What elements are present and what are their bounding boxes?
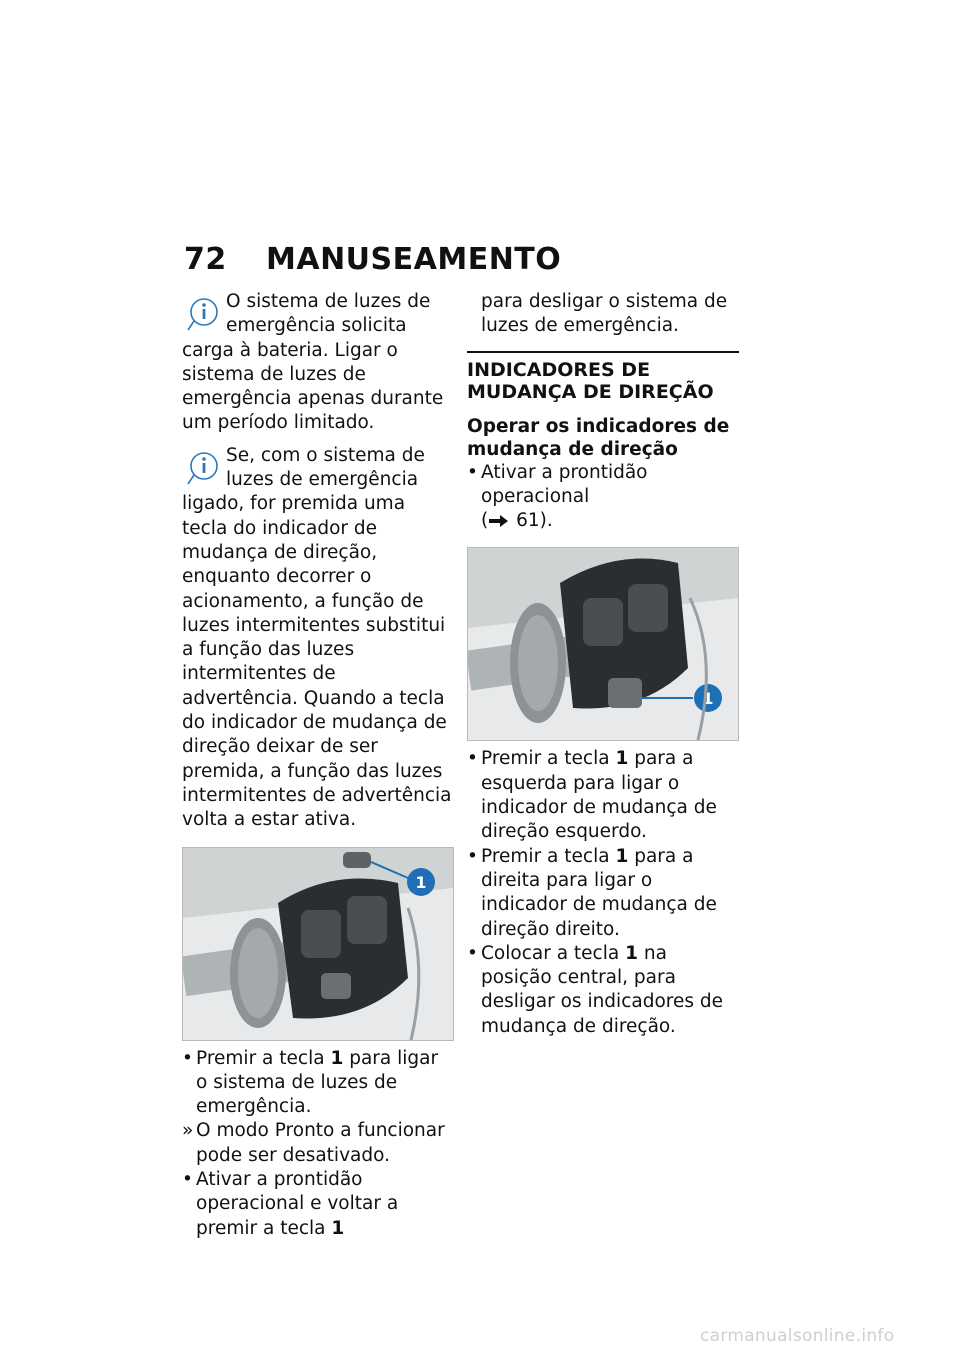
key-ref: 1 <box>625 942 638 964</box>
figure-callout: 1 <box>415 872 427 892</box>
step-text: na posição central, para desligar os indicadores de mudança de direção. <box>481 942 723 1037</box>
ready-step <box>467 461 739 534</box>
key-ref: 1 <box>331 1217 345 1239</box>
list-item <box>467 845 739 942</box>
note-text: O sistema de luzes de emergência solicita carga à bateria. Ligar o sistema de luzes de emergência apenas durante um período limitado. <box>182 291 444 434</box>
step-text: Premir a tecla <box>481 748 610 770</box>
bullet: • <box>182 1169 193 1191</box>
bullet: • <box>467 461 478 483</box>
list-item <box>467 747 739 844</box>
result-marker: » <box>182 1120 194 1142</box>
info-icon <box>182 448 220 488</box>
step-text: Ativar a prontidão operacional <box>481 461 648 507</box>
page-header <box>184 242 561 277</box>
figure-callout: 1 <box>702 689 714 709</box>
watermark[interactable]: carmanualsonline.info <box>700 1326 895 1346</box>
handlebar-switch-photo-turn-signal <box>467 547 739 741</box>
bullet: • <box>467 748 478 770</box>
left-steps <box>182 1047 452 1241</box>
info-note-turn-signal <box>182 444 452 833</box>
right-column <box>467 290 739 1039</box>
page-number: 72 <box>184 242 227 277</box>
left-column <box>182 290 452 1241</box>
page-reference: 61). <box>516 510 553 532</box>
list-item <box>182 1119 452 1168</box>
info-note-battery <box>182 290 452 436</box>
ref-open: ( <box>481 510 489 532</box>
list-item <box>182 1168 452 1241</box>
key-ref: 1 <box>615 845 629 867</box>
step-text: Premir a tecla <box>481 845 610 867</box>
page-reference-arrow-icon <box>488 514 510 528</box>
continuation-text: para desligar o sistema de luzes de emergência. <box>481 291 728 337</box>
step-text: para a direita para ligar o indicador de mudança de direção direito. <box>481 845 717 940</box>
step-text: Colocar a tecla <box>481 942 620 964</box>
result-text: O modo Pronto a funcionar pode ser desativado. <box>196 1120 445 1166</box>
bullet: • <box>467 845 478 867</box>
list-item <box>182 1047 452 1120</box>
bullet: • <box>182 1047 193 1069</box>
turn-signal-steps <box>467 747 739 1039</box>
key-ref: 1 <box>330 1047 344 1069</box>
step-text: Premir a tecla <box>196 1047 325 1069</box>
page-title: MANUSEAMENTO <box>266 242 562 277</box>
section-heading: INDICADORES DE MUDANÇA DE DIREÇÃO <box>467 351 739 403</box>
info-icon <box>182 294 220 334</box>
bullet: • <box>467 942 478 964</box>
list-item <box>467 942 739 1039</box>
key-ref: 1 <box>615 748 629 770</box>
handlebar-switch-photo-hazard <box>182 847 454 1041</box>
step-text: para ligar o sistema de luzes de emergência. <box>196 1047 439 1118</box>
step-text: Ativar a prontidão operacional e voltar a premir a tecla <box>196 1169 399 1239</box>
step-text: para a esquerda para ligar o indicador de mudança de direção esquerdo. <box>481 748 717 843</box>
subheading: Operar os indicadores de mudança de direção <box>467 415 730 460</box>
list-item <box>467 461 739 534</box>
note-text: Se, com o sistema de luzes de emergência ligado, for premida uma tecla do indicador de mudança de direção, enquanto decorrer o acionamento, a função de luzes intermitentes substitui a função das luzes intermitentes de advertência. Quando a tecla do indicador de mudança de direção deixar de ser premida, a função das luzes intermitentes de advertência volta a estar ativa. <box>182 444 452 831</box>
